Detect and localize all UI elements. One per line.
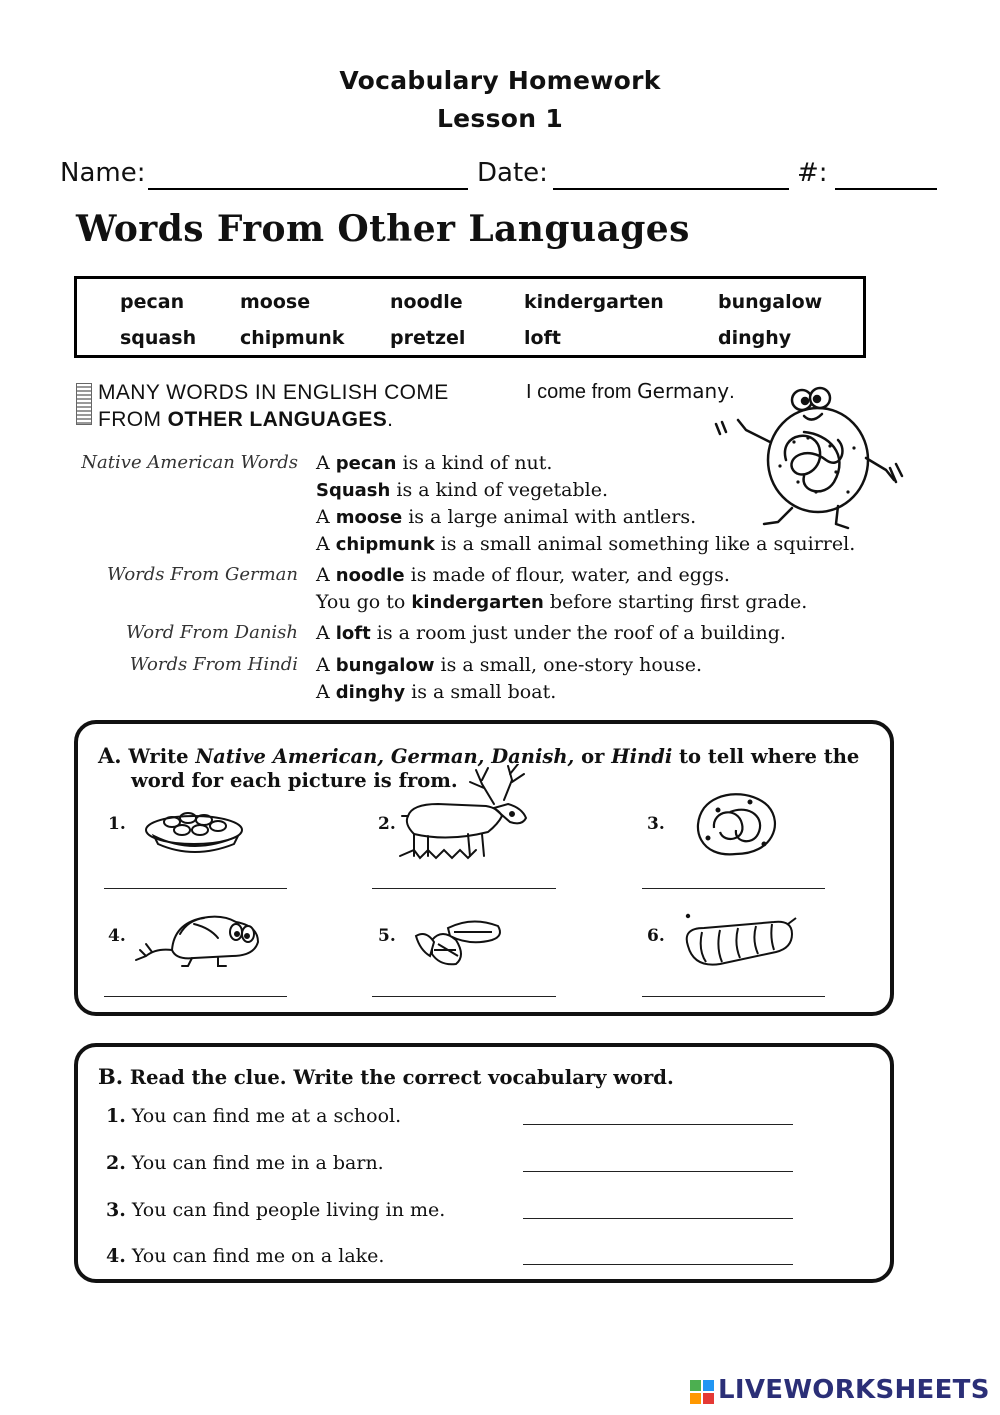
student-info-row — [60, 158, 940, 194]
definition-noodle: A noodle is made of flour, water, and eggs. — [316, 564, 730, 586]
item-number: 2. — [378, 814, 396, 834]
definition-loft: A loft is a room just under the roof of a building. — [316, 622, 786, 644]
word-bank-item: kindergarten — [524, 291, 664, 313]
liveworksheets-logo-icon — [690, 1380, 714, 1404]
section-b-instruction: B. Read the clue. Write the correct vocabulary word. — [98, 1064, 674, 1089]
word-bank-item: noodle — [390, 291, 463, 313]
liveworksheets-brand[interactable]: LIVEWORKSHEETS — [718, 1375, 990, 1405]
definition-moose: A moose is a large animal with antlers. — [316, 506, 697, 528]
definition-bungalow: A bungalow is a small, one-story house. — [316, 654, 703, 676]
number-field[interactable] — [835, 188, 937, 190]
definition-kindergarten: You go to kindergarten before starting first grade. — [316, 591, 808, 613]
answer-line-6[interactable] — [642, 996, 825, 997]
clue-1: 1. You can find me at a school. — [106, 1105, 402, 1127]
word-bank-item: pretzel — [390, 327, 466, 349]
name-field[interactable] — [148, 188, 468, 190]
definition-squash: Squash is a kind of vegetable. — [316, 479, 609, 501]
moose-icon — [398, 764, 532, 864]
word-bank-item: bungalow — [718, 291, 823, 313]
category-danish: Word From Danish — [125, 622, 298, 643]
section-a-instruction: A. Write Native American, German, Danish, or Hindi to tell where the — [98, 743, 860, 768]
date-field[interactable] — [553, 188, 789, 190]
lesson-label: Lesson 1 — [436, 104, 564, 133]
word-bank-item: loft — [524, 327, 561, 349]
answer-line-1[interactable] — [104, 888, 287, 889]
pecan-pie-icon — [142, 800, 252, 858]
word-bank-item: dinghy — [718, 327, 792, 349]
answer-line-2[interactable] — [372, 888, 556, 889]
definition-dinghy: A dinghy is a small boat. — [316, 681, 557, 703]
clue-3: 3. You can find people living in me. — [106, 1199, 446, 1221]
pecans-icon — [412, 910, 508, 968]
answer-line-5[interactable] — [372, 996, 556, 997]
definition-chipmunk: A chipmunk is a small animal something like a squirrel. — [316, 533, 856, 555]
pretzel-icon — [690, 788, 782, 860]
answer-line-3[interactable] — [642, 888, 825, 889]
item-number: 4. — [108, 926, 126, 946]
clue-answer-line-2[interactable] — [523, 1171, 793, 1172]
word-bank-item: pecan — [120, 291, 185, 313]
decorative-stripe — [76, 383, 92, 425]
item-number: 5. — [378, 926, 396, 946]
pretzel-character-icon — [708, 372, 908, 532]
item-number: 6. — [647, 926, 665, 946]
definition-pecan: A pecan is a kind of nut. — [316, 452, 553, 474]
clue-answer-line-1[interactable] — [523, 1124, 793, 1125]
clue-4: 4. You can find me on a lake. — [106, 1245, 385, 1267]
answer-line-4[interactable] — [104, 996, 287, 997]
clue-answer-line-4[interactable] — [523, 1264, 793, 1265]
intro-text — [98, 379, 449, 433]
chipmunk-icon — [132, 904, 266, 970]
section-a-instruction-2: word for each picture is from. — [131, 769, 458, 792]
word-bank-item: squash — [120, 327, 197, 349]
word-bank-item: moose — [240, 291, 311, 313]
item-number: 1. — [108, 814, 126, 834]
clue-answer-line-3[interactable] — [523, 1218, 793, 1219]
date-label: Date: — [477, 158, 548, 188]
worksheet-title: Vocabulary Homework — [339, 66, 661, 95]
number-label: #: — [797, 158, 828, 188]
squash-icon — [680, 910, 800, 970]
name-label: Name: — [60, 158, 146, 188]
category-german: Words From German — [107, 564, 298, 585]
category-hindi: Words From Hindi — [129, 654, 298, 675]
word-bank-item: chipmunk — [240, 327, 345, 349]
intro-line-2: FROM OTHER LANGUAGES. — [98, 408, 394, 431]
word-bank — [74, 276, 866, 358]
item-number: 3. — [647, 814, 665, 834]
category-native-american: Native American Words — [81, 452, 298, 473]
intro-line-1: MANY WORDS IN ENGLISH COME — [98, 381, 449, 404]
main-title: Words From Other Languages — [76, 208, 690, 250]
clue-2: 2. You can find me in a barn. — [106, 1152, 384, 1174]
pretzel-speech: I come from Germany. — [526, 379, 735, 403]
